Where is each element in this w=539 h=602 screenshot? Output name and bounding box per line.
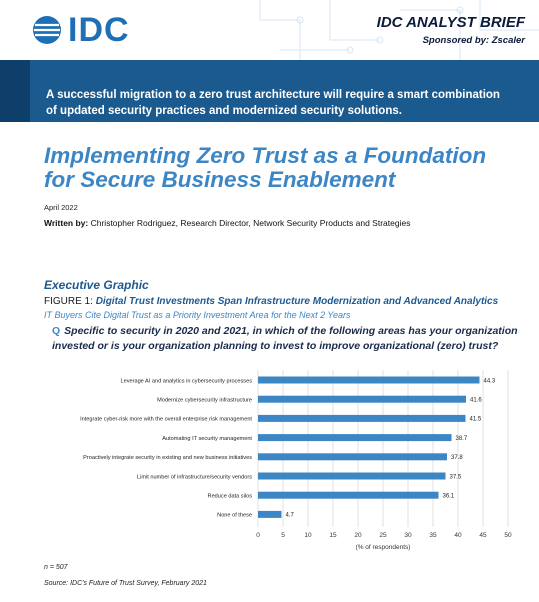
category-label: Modernize cybersecurity infrastructure <box>157 397 252 404</box>
value-label: 41.6 <box>470 397 482 404</box>
x-tick-label: 35 <box>429 532 437 539</box>
category-label: None of these <box>217 512 252 519</box>
x-tick-label: 25 <box>379 532 387 539</box>
x-axis-label: (% of respondents) <box>355 544 411 551</box>
section-heading: Executive Graphic <box>44 278 149 292</box>
bar <box>258 453 447 460</box>
value-label: 41.5 <box>469 416 482 423</box>
x-tick-label: 0 <box>256 532 260 539</box>
brief-title: IDC ANALYST BRIEF <box>376 14 525 31</box>
category-label: Integrate cyber-risk more with the overall enterprise risk management <box>80 416 252 423</box>
question-marker: Q <box>52 325 61 337</box>
x-tick-label: 10 <box>304 532 312 539</box>
x-tick-label: 30 <box>404 532 412 539</box>
figure-subtitle: IT Buyers Cite Digital Trust as a Priority Investment Area for the Next 2 Years <box>44 310 351 320</box>
x-tick-label: 20 <box>354 532 362 539</box>
value-label: 37.8 <box>451 455 463 462</box>
bar <box>258 415 466 422</box>
value-label: 4.7 <box>285 512 294 519</box>
bar <box>258 492 439 499</box>
source-note: Source: IDC's Future of Trust Survey, February 2021 <box>44 580 207 587</box>
category-label: Automating IT security management <box>162 435 252 442</box>
bar <box>258 473 446 480</box>
value-label: 36.1 <box>442 493 455 500</box>
category-label: Reduce data silos <box>207 493 252 500</box>
publish-date: April 2022 <box>44 203 78 212</box>
figure-title: Digital Trust Investments Span Infrastructure Modernization and Advanced Analytics <box>95 296 499 307</box>
category-label: Leverage AI and analytics in cybersecurity processes <box>120 378 252 385</box>
x-tick-label: 45 <box>479 532 487 539</box>
sponsor-line: Sponsored by: Zscaler <box>422 35 525 46</box>
value-label: 44.3 <box>483 378 496 385</box>
x-tick-label: 50 <box>504 532 512 539</box>
figure-label: FIGURE 1: <box>44 296 93 307</box>
bar <box>258 396 466 403</box>
document-title: Implementing Zero Trust as a Foundation for Secure Business Enablement <box>44 143 487 192</box>
author-text: Christopher Rodriguez, Research Director, Network Security Products and Strategies <box>90 218 411 228</box>
sample-size: n = 507 <box>44 564 68 571</box>
value-label: 38.7 <box>455 435 468 442</box>
category-label: Proactively integrate security in existing and new business initiatives <box>83 455 252 462</box>
x-tick-label: 15 <box>329 532 337 539</box>
bar <box>258 511 282 518</box>
idc-logo-text: IDC <box>68 11 130 49</box>
category-label: Limit number of infrastructure/security vendors <box>136 474 252 481</box>
bar <box>258 377 480 384</box>
banner-text: A successful migration to a zero trust architecture will require a smart combination of updated security practices and modernized security solutions. <box>46 89 500 117</box>
bar <box>258 434 452 441</box>
value-label: 37.5 <box>449 474 462 481</box>
question-text: Specific to security in 2020 and 2021, in which of the following areas has your organization invested or is your organization planning to invest to improve organizational (zero) trust? <box>52 325 518 352</box>
x-tick-label: 5 <box>281 532 285 539</box>
x-tick-label: 40 <box>454 532 462 539</box>
author-label: Written by: <box>44 218 89 228</box>
